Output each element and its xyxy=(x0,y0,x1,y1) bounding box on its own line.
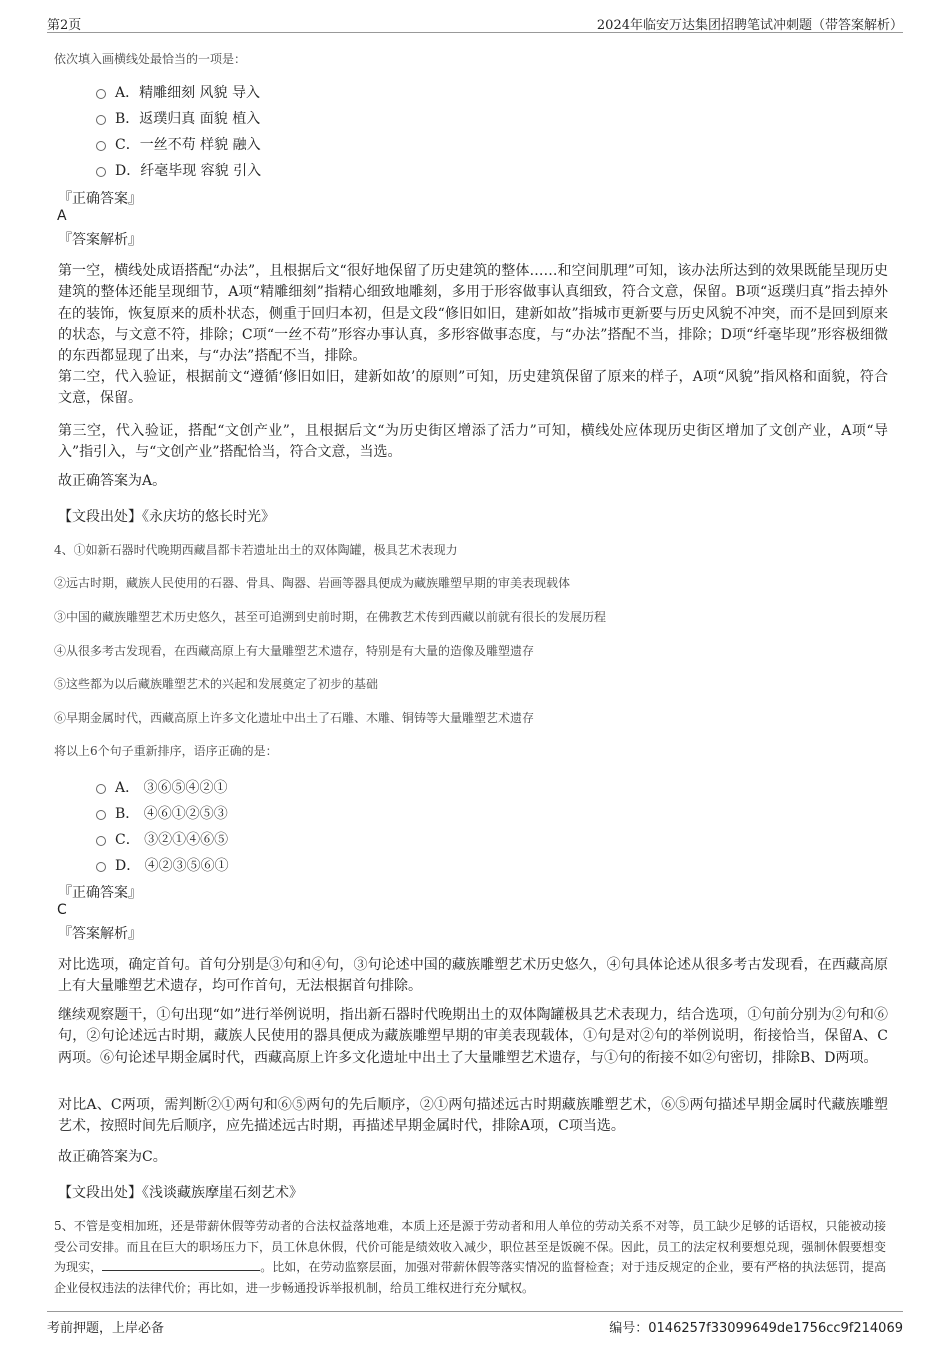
q3-source: 【文段出处】《永庆坊的悠长时光》 xyxy=(58,509,275,525)
option-label: B． ④⑥①②⑤③ xyxy=(115,806,228,822)
document-code: 编号：0146257f33099649de1756cc9f214069 xyxy=(609,1321,903,1336)
radio-icon[interactable] xyxy=(96,784,106,794)
q4-option-d[interactable] xyxy=(96,855,229,875)
document-title: 2024年临安万达集团招聘笔试冲刺题（带答案解析） xyxy=(596,18,903,33)
q5-fill-blank xyxy=(102,1258,260,1271)
radio-icon[interactable] xyxy=(96,141,106,151)
q4-option-b[interactable] xyxy=(96,803,228,823)
page-footer xyxy=(47,1311,903,1336)
option-label: C． ③②①④⑥⑤ xyxy=(115,832,229,848)
option-label: A．精雕细刻 风貌 导入 xyxy=(115,85,261,101)
option-label: D． ④②③⑤⑥① xyxy=(115,858,229,874)
option-label: B．返璞归真 面貌 植入 xyxy=(115,111,261,127)
q4-analysis-paragraph: 继续观察题干，①句出现“如”进行举例说明，指出新石器时代晚期出土的双体陶罐极具艺术表现力，结合选项，①句前分别为②句和⑥句，②句论述远古时期，藏族人民使用的器具便成为藏族雕塑早期的审美表现载体，①句是对②句的举例说明，衔接恰当，保留A、C两项。⑥句论述早期金属时代，西藏高原上许多文化遗址中出土了大量雕塑艺术遗存，与①句的衔接不如②句密切，排除B、D两项。 xyxy=(58,1007,888,1066)
q4-sentence: ⑥早期金属时代，西藏高原上许多文化遗址中出土了石雕、木雕、铜铸等大量雕塑艺术遗存 xyxy=(54,711,535,725)
q4-sentence: ④从很多考古发现看，在西藏高原上有大量雕塑艺术遗存，特别是有大量的造像及雕塑遗存 xyxy=(54,644,535,658)
radio-icon[interactable] xyxy=(96,115,106,125)
q4-option-a[interactable] xyxy=(96,777,228,797)
q4-sentence: ②远古时期，藏族人民使用的石器、骨具、陶器、岩画等器具便成为藏族雕塑早期的审美表现载体 xyxy=(54,576,571,590)
q3-analysis-paragraph: 第一空，横线处成语搭配“办法”，且根据后文“很好地保留了历史建筑的整体……和空间肌理”可知，该办法所达到的效果既能呈现历史建筑的整体还能呈现细节，A项“精雕细刻”指精心细致地雕刻，多用于形容做事认真细致，符合文意，保留。B项“返璞归真”指去掉外在的装饰，恢复原来的质朴状态，侧重于回归本初，但是文段“修旧如旧，建新如故”指城市更新要与历史风貌不冲突，而不是回到原来的状态，与文意不符，排除；C项“一丝不苟”形容办事认真，多形容做事态度，与“办法”搭配不当，排除；D项“纤毫毕现”形容极细微的东西都显现了出来，与“办法”搭配不当，排除。 xyxy=(58,263,888,365)
radio-icon[interactable] xyxy=(96,167,106,177)
q3-option-c[interactable] xyxy=(96,134,261,154)
q4-conclusion: 故正确答案为C。 xyxy=(58,1149,167,1165)
option-label: D．纤毫毕现 容貌 引入 xyxy=(115,163,262,179)
q3-prompt: 依次填入画横线处最恰当的一项是： xyxy=(54,52,247,66)
option-label: C．一丝不苟 样貌 融入 xyxy=(115,137,261,153)
q4-prompt: 将以上6个句子重新排序，语序正确的是： xyxy=(54,744,278,758)
q4-analysis-label: 『答案解析』 xyxy=(58,926,142,942)
q4-analysis-paragraph: 对比选项，确定首句。首句分别是③句和④句，③句论述中国的藏族雕塑艺术历史悠久，④句具体论述从很多考古发现看，在西藏高原上有大量雕塑艺术遗存，均可作首句，无法根据首句排除。 xyxy=(58,957,888,995)
radio-icon[interactable] xyxy=(96,862,106,872)
radio-icon[interactable] xyxy=(96,836,106,846)
footer-slogan: 考前押题，上岸必备 xyxy=(47,1321,165,1336)
q3-analysis-paragraph: 第三空，代入验证，搭配“文创产业”，且根据后文“为历史街区增添了活力”可知，横线处应体现历史街区增加了文创产业，A项“导入”指引入，与“文创产业”搭配恰当，符合文意，当选。 xyxy=(58,423,888,461)
q4-answer: C xyxy=(57,902,67,918)
q5-stem xyxy=(54,1216,886,1298)
q4-sentence: ③中国的藏族雕塑艺术历史悠久，甚至可追溯到史前时期，在佛教艺术传到西藏以前就有很长的发展历程 xyxy=(54,610,607,624)
option-label: A． ③⑥⑤④②① xyxy=(115,780,228,796)
q5-text-after-blank: 。比如，在劳动监察层面，加强对带薪休假等落实情况的监督检查；对于违反规定的企业，要有严格的执法惩罚，提高企业侵权违法的法律代价；再比如，进一步畅通投诉举报机制，给员工维权进行充分赋权。 xyxy=(54,1260,886,1295)
q3-conclusion: 故正确答案为A。 xyxy=(58,473,167,489)
radio-icon[interactable] xyxy=(96,89,106,99)
q4-source: 【文段出处】《浅谈藏族摩崖石刻艺术》 xyxy=(58,1185,303,1201)
q4-option-c[interactable] xyxy=(96,829,228,849)
q3-option-a[interactable] xyxy=(96,82,260,102)
page-header xyxy=(47,10,903,33)
q4-analysis-paragraph: 对比A、C两项，需判断②①两句和⑥⑤两句的先后顺序，②①两句描述远古时期藏族雕塑艺术，⑥⑤两句描述早期金属时代藏族雕塑艺术，按照时间先后顺序，应先描述远古时期，再描述早期金属时代，排除A项，C项当选。 xyxy=(58,1097,888,1135)
radio-icon[interactable] xyxy=(96,810,106,820)
q3-analysis-paragraph: 第二空，代入验证，根据前文“遵循‘修旧如旧，建新如故’的原则”可知，历史建筑保留了原来的样子，A项“风貌”指风格和面貌，符合文意，保留。 xyxy=(58,369,888,407)
q3-option-b[interactable] xyxy=(96,108,260,128)
q3-option-d[interactable] xyxy=(96,160,261,180)
q4-answer-label: 『正确答案』 xyxy=(58,885,142,901)
q3-answer: A xyxy=(57,208,67,224)
q5-text-before-blank: 5、不管是变相加班，还是带薪休假等劳动者的合法权益落地难，本质上还是源于劳动者和用人单位的劳动关系不对等，员工缺少足够的话语权，只能被动接受公司安排。而且在巨大的职场压力下，员工休息休假，代价可能是绩效收入减少，职位甚至是饭碗不保。因此，员工的法定权利要想兑现，强制休假要想变为现实， xyxy=(54,1219,886,1274)
page-number: 第2页 xyxy=(47,18,82,33)
q3-answer-label: 『正确答案』 xyxy=(58,191,142,207)
q4-sentence: ⑤这些都为以后藏族雕塑艺术的兴起和发展奠定了初步的基础 xyxy=(54,677,379,691)
q4-sentence: 4、①如新石器时代晚期西藏昌都卡若遗址出土的双体陶罐，极具艺术表现力 xyxy=(54,543,458,557)
q3-analysis-label: 『答案解析』 xyxy=(58,232,142,248)
